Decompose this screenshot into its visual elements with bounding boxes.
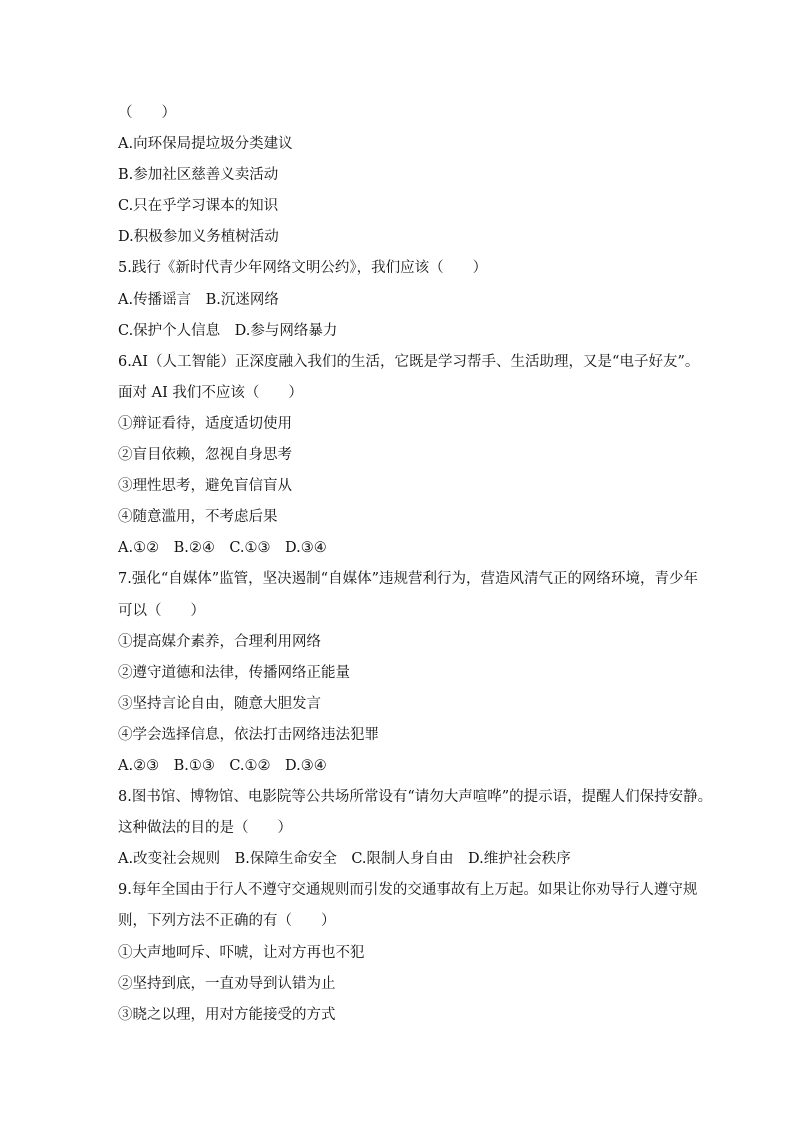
option-line: C.保护个人信息 D.参与网络暴力 (118, 322, 338, 339)
question-6-stem-cont: 面对 AI 我们不应该（ ） (118, 384, 303, 401)
statement-line: ①辩证看待，适度适切使用 (118, 415, 292, 432)
question-7-stem: 7.强化“自媒体”监管，坚决遏制“自媒体”违规营利行为，营造风清气正的网络环境，青少年 (118, 571, 698, 588)
statement-line: ②坚持到底，一直劝导到认错为止 (118, 975, 336, 992)
statement-line: ④学会选择信息，依法打击网络违法犯罪 (118, 726, 379, 743)
question-6-stem: 6.AI（人工智能）正深度融入我们的生活，它既是学习帮手、生活助理，又是“电子好友”。 (118, 353, 700, 370)
option-line: A.②③ B.①③ C.①② D.③④ (118, 757, 327, 774)
option-line: A.改变社会规则 B.保障生命安全 C.限制人身自由 D.维护社会秩序 (118, 851, 571, 868)
statement-line: ①大声地呵斥、吓唬，让对方再也不犯 (118, 944, 365, 961)
option-line: B.参加社区慈善义卖活动 (118, 167, 279, 184)
question-9-stem-cont: 则，下列方法不正确的有（ ） (118, 913, 336, 930)
question-7-stem-cont: 可以（ ） (118, 602, 205, 619)
statement-line: ①提高媒介素养，合理利用网络 (118, 633, 321, 650)
question-5-stem: 5.践行《新时代青少年网络文明公约》，我们应该（ ） (118, 260, 488, 277)
question-8-stem: 8.图书馆、博物馆、电影院等公共场所常设有“请勿大声喧哗”的提示语，提醒人们保持安静。 (118, 789, 713, 806)
statement-line: ②盲目依赖，忽视自身思考 (118, 447, 292, 464)
statement-line: ③坚持言论自由，随意大胆发言 (118, 695, 321, 712)
option-line: A.①② B.②④ C.①③ D.③④ (118, 540, 327, 557)
statement-line: ③晓之以理，用对方能接受的方式 (118, 1006, 336, 1023)
question-9-stem: 9.每年全国由于行人不遵守交通规则而引发的交通事故有上万起。如果让你劝导行人遵守规 (118, 882, 698, 899)
answer-blank-line: （ ） (118, 105, 176, 121)
statement-line: ③理性思考，避免盲信盲从 (118, 478, 292, 495)
option-line: A.向环保局提垃圾分类建议 (118, 136, 293, 153)
option-line: A.传播谣言 B.沉迷网络 (118, 291, 279, 308)
statement-line: ②遵守道德和法律，传播网络正能量 (118, 664, 350, 681)
document-page (118, 98, 713, 1031)
option-line: C.只在乎学习课本的知识 (118, 198, 279, 215)
question-8-stem-cont: 这种做法的目的是（ ） (118, 820, 292, 837)
statement-line: ④随意滥用，不考虑后果 (118, 509, 278, 526)
option-line: D.积极参加义务植树活动 (118, 229, 279, 246)
